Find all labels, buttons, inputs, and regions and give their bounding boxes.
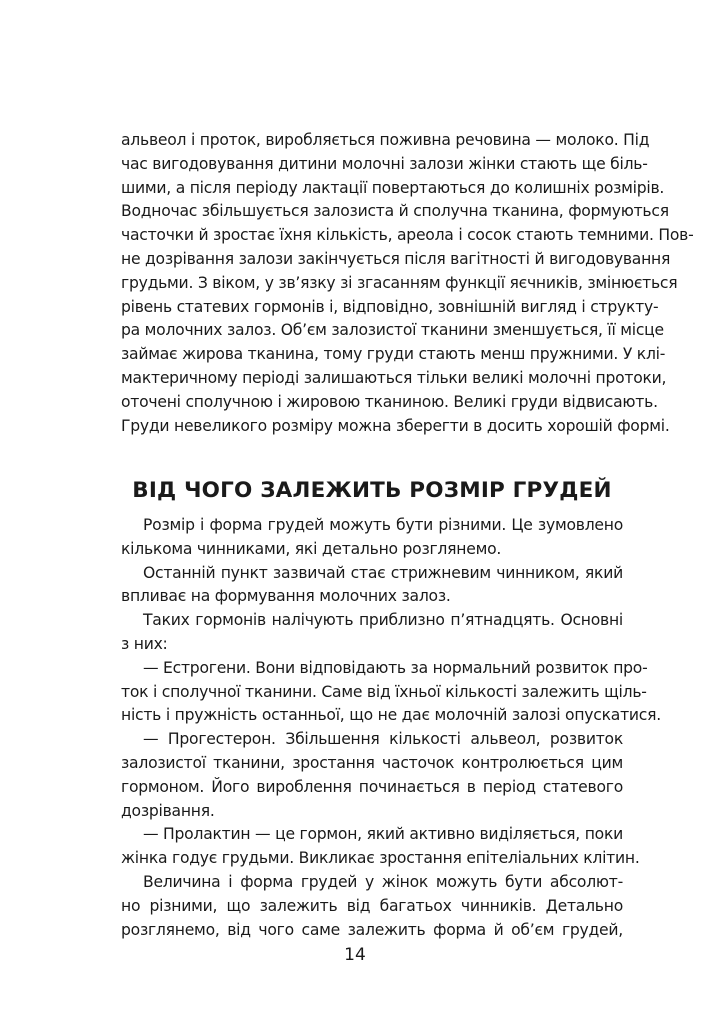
section-body — [121, 514, 661, 942]
text-line: час вигодовування дитини молочні залози жінки стають ще біль- — [121, 154, 648, 173]
text-line: гормоном. Його вироблення починається в період статевого — [121, 777, 623, 796]
text-line: — Прогестерон. Збільшення кількості альвеол, розвиток — [143, 730, 623, 749]
text-line: ток і сполучної тканини. Саме від їхньої кількості залежить щіль- — [121, 682, 647, 701]
text-line: кількома чинниками, які детально розглянемо. — [121, 539, 502, 558]
text-line: часточки й зростає їхня кількість, ареола і сосок стають темними. Пов- — [121, 226, 694, 245]
text-line: оточені сполучною і жировою тканиною. Великі груди відвисають. — [121, 392, 658, 411]
text-line: рівень статевих гормонів і, відповідно, зовнішній вигляд і структу- — [121, 297, 659, 316]
text-line: но різними, що залежить від багатьох чинників. Детально — [121, 896, 623, 915]
text-line: з них: — [121, 634, 168, 653]
text-line: Величина і форма грудей у жінок можуть бути абсолют- — [143, 872, 623, 891]
text-line: Останній пункт зазвичай стає стрижневим чинником, який — [143, 563, 623, 582]
text-line: Розмір і форма грудей можуть бути різними. Це зумовлено — [143, 516, 623, 534]
text-line: Водночас збільшується залозиста й сполучна тканина, формуються — [121, 202, 669, 221]
text-line: займає жирова тканина, тому груди стають менш пружними. У клі- — [121, 345, 666, 364]
text-line: залозистої тканини, зростання часточок контролюється цим — [121, 753, 623, 772]
page-number: 14 — [344, 945, 366, 965]
text-line: Груди невеликого розміру можна зберегти в досить хорошій формі. — [121, 416, 670, 435]
text-line: не дозрівання залози закінчується після вагітності й вигодовування — [121, 249, 671, 268]
text-line: грудьми. З віком, у зв’язку зі згасанням функції яєчників, змінюється — [121, 273, 678, 292]
section-heading: ВІД ЧОГО ЗАЛЕЖИТЬ РОЗМІР ГРУДЕЙ — [132, 478, 612, 503]
text-line: ра молочних залоз. Об’єм залозистої тканини зменшується, її місце — [121, 321, 664, 340]
text-line: жінка годує грудьми. Викликає зростання епітеліальних клітин. — [121, 849, 640, 868]
text-line: Таких гормонів налічують приблизно п’ятнадцять. Основні — [143, 611, 623, 630]
text-line: мактеричному періоді залишаються тільки великі молочні протоки, — [121, 368, 667, 387]
text-line: шими, а після періоду лактації повертаються до колишніх розмірів. — [121, 178, 665, 197]
text-line: альвеол і проток, виробляється поживна речовина — молоко. Під — [121, 131, 650, 149]
text-line: дозрівання. — [121, 801, 215, 820]
text-line: — Пролактин — це гормон, який активно виділяється, поки — [143, 825, 623, 844]
text-line: — Естрогени. Вони відповідають за нормальний розвиток про- — [143, 658, 648, 677]
paragraph-top — [121, 129, 694, 438]
text-line: ність і пружність останньої, що не дає молочній залозі опускатися. — [121, 706, 661, 725]
text-line: розглянемо, від чого саме залежить форма й об’єм грудей, — [121, 920, 623, 939]
text-line: впливає на формування молочних залоз. — [121, 587, 451, 606]
